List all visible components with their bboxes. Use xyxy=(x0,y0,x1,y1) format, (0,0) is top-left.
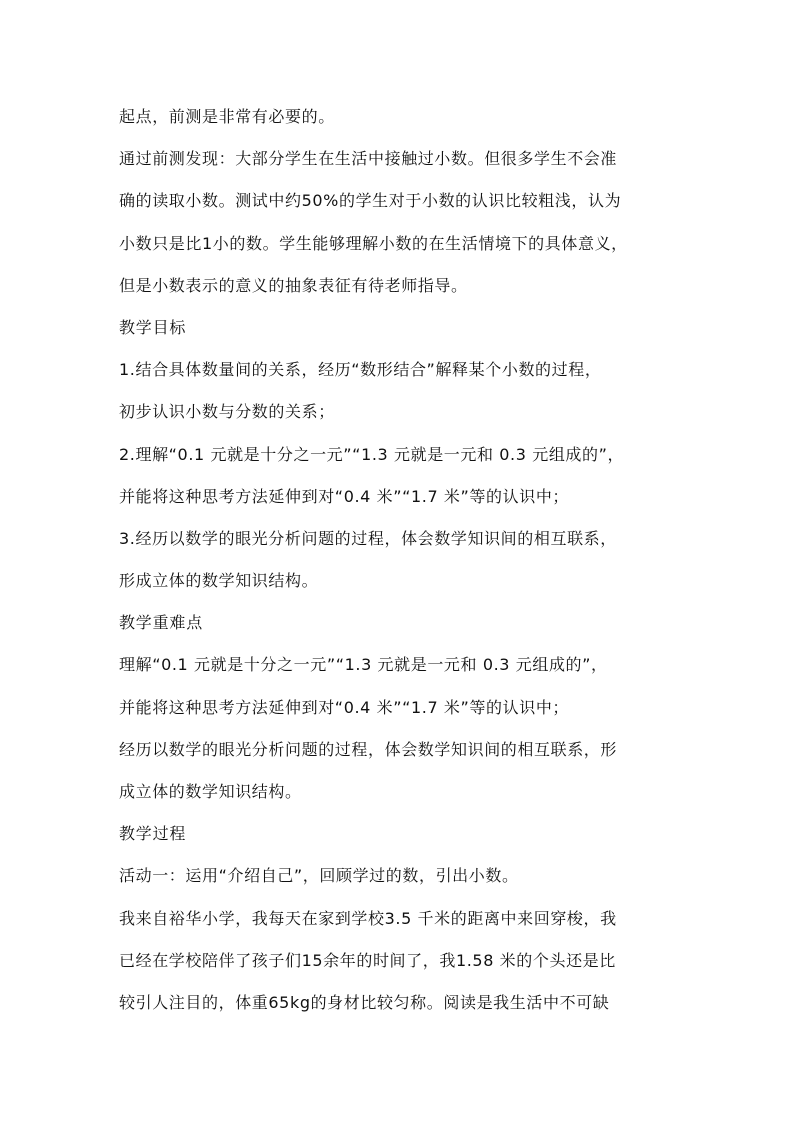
goal-item-2-continued: 并能将这种思考方法延伸到对“0.4 米”“1.7 米”等的认识中； xyxy=(119,486,570,506)
activity-title: 活动一：运用“介绍自己”，回顾学过的数，引出小数。 xyxy=(119,866,519,886)
goal-item-3: 3.经历以数学的眼光分析问题的过程，体会数学知识间的相互联系， xyxy=(119,528,617,548)
paragraph-line: 小数只是比1小的数。学生能够理解小数的在生活情境下的具体意义， xyxy=(119,233,628,253)
key-point-line: 成立体的数学知识结构。 xyxy=(119,782,302,801)
document-body xyxy=(119,96,699,1024)
goal-item-1: 1.结合具体数量间的关系，经历“数形结合”解释某个小数的过程， xyxy=(119,360,602,380)
section-heading-teaching-goals: 教学目标 xyxy=(119,317,187,337)
paragraph-line: 起点，前测是非常有必要的。 xyxy=(119,107,335,126)
key-point-line: 理解“0.1 元就是十分之一元”“1.3 元就是一元和 0.3 元组成的”， xyxy=(119,655,608,675)
section-heading-key-points: 教学重难点 xyxy=(119,613,204,633)
activity-paragraph-line: 较引人注目的，体重65kg的身材比较匀称。阅读是我生活中不可缺 xyxy=(119,992,610,1012)
goal-item-2: 2.理解“0.1 元就是十分之一元”“1.3 元就是一元和 0.3 元组成的”， xyxy=(119,444,625,464)
activity-paragraph-line: 我来自裕华小学，我每天在家到学校3.5 千米的距离中来回穿梭，我 xyxy=(119,908,617,928)
section-heading-teaching-process: 教学过程 xyxy=(119,824,187,844)
key-point-line: 经历以数学的眼光分析问题的过程，体会数学知识间的相互联系，形 xyxy=(119,739,618,759)
goal-item-1-continued: 初步认识小数与分数的关系； xyxy=(119,402,335,422)
goal-item-3-continued: 形成立体的数学知识结构。 xyxy=(119,571,319,591)
activity-paragraph-line: 已经在学校陪伴了孩子们15余年的时间了，我1.58 米的个头还是比 xyxy=(119,950,616,970)
paragraph-line: 确的读取小数。测试中约50%的学生对于小数的认识比较粗浅，认为 xyxy=(119,191,622,211)
paragraph-line: 通过前测发现：大部分学生在生活中接触过小数。但很多学生不会准 xyxy=(119,149,618,169)
paragraph-line: 但是小数表示的意义的抽象表征有待老师指导。 xyxy=(119,275,468,295)
key-point-line: 并能将这种思考方法延伸到对“0.4 米”“1.7 米”等的认识中； xyxy=(119,697,570,717)
